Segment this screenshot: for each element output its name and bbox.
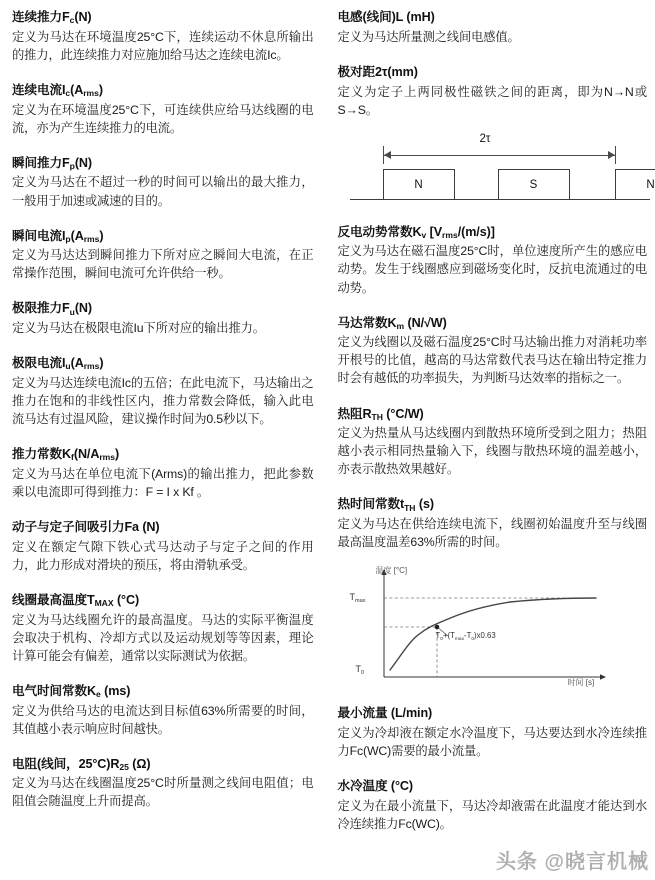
glossary-entry-electrical-time-constant xyxy=(12,684,314,738)
watermark: 头条 @晓言机械 xyxy=(495,851,649,873)
glossary-entry-inductance xyxy=(338,10,648,46)
term-definition: 定义在额定气隙下铁心式马达动子与定子之间的作用力，此力形成对滑块的预压，将由滑轨承受。 xyxy=(12,539,314,572)
thermal-time-constant-chart xyxy=(344,565,644,690)
glossary-entry-pole-pitch xyxy=(338,65,648,119)
pole-pitch-dimension-label: 2τ xyxy=(479,132,491,145)
chart-tick-label-t0: $T_0$ xyxy=(355,664,365,676)
term-heading: 动子与定子间吸引力Fa (N) xyxy=(12,520,160,535)
term-definition: 定义为马达在不超过一秒的时间可以输出的最大推力，一般用于加速或减速的目的。 xyxy=(12,175,314,208)
two-column-layout xyxy=(12,10,655,880)
glossary-entry-thermal-resistance xyxy=(338,407,648,479)
glossary-entry-motor-constant xyxy=(338,316,648,388)
term-heading: 极限电流$I_u(A_{rms})$ xyxy=(12,356,104,372)
term-definition: 定义为马达连续电流Ic的五倍；在此电流下，马达输出之推力在饱和的非线性区内，推力常数会降低，输入此电流马达有过温风险，建议操作时间为0.5秒以下。 xyxy=(12,375,314,427)
right-column xyxy=(330,10,655,880)
term-heading: 电感(线间)L (mH) xyxy=(337,10,435,24)
pole-pitch-diagram xyxy=(350,132,655,205)
glossary-entry-continuous-current xyxy=(12,83,314,137)
glossary-entry-water-cooling-temperature xyxy=(338,779,648,833)
term-heading: 瞬间电流$I_p(A_{rms})$ xyxy=(12,228,104,244)
term-definition: 定义为在环境温度25°C下，可连续供应给马达线圈的电流，亦为产生连续推力的电流。 xyxy=(12,102,314,135)
magnet-block: S xyxy=(498,169,570,199)
glossary-entry-peak-force xyxy=(12,156,314,210)
term-heading: 最小流量 (L/min) xyxy=(337,706,433,721)
glossary-entry-continuous-force xyxy=(12,10,314,64)
term-heading: 电气时间常数$K_e$ (ms) xyxy=(12,683,131,700)
term-definition: 定义为热量从马达线圈内到散热环境所受到之阻力；热阻越小表示相同热量输入下，线圈与散热环境的温差越小，亦表示散热效果越好。 xyxy=(337,426,647,477)
term-heading: 热阻$R_{TH}$ (°C/W) xyxy=(337,406,424,422)
term-definition: 定义为马达达到瞬间推力下所对应之瞬间大电流，在正常操作范围，瞬间电流可允许供给一秒。 xyxy=(12,248,314,281)
magnet-block: N xyxy=(615,169,655,199)
dimension-line xyxy=(383,155,615,156)
dimension-arrow-right-icon xyxy=(608,151,615,159)
term-heading: 热时间常数$t_{TH}$ (s) xyxy=(337,497,434,513)
chart-annotation: $T_0+(T_{max}-T_0)x0.63$ xyxy=(435,631,496,642)
glossary-entry-back-emf-constant xyxy=(338,225,648,297)
glossary-entry-ultimate-force xyxy=(12,301,314,337)
term-heading: 连续推力$F_c(N)$ xyxy=(12,10,92,26)
dimension-arrow-left-icon xyxy=(384,151,391,159)
term-heading: 推力常数$K_f(N/A_{rms})$ xyxy=(12,447,120,463)
term-heading: 连续电流$I_c(A_{rms})$ xyxy=(12,82,104,99)
term-definition: 定义为供给马达的电流达到目标值63%所需要的时间，其值越小表示响应时间越快。 xyxy=(12,703,314,736)
term-definition: 定义为冷却液在额定水冷温度下，马达要达到水冷连续推力Fc(WC)需要的最小流量。 xyxy=(337,726,647,759)
term-definition: 定义为马达在单位电流下(Arms)的输出推力，把此参数乘以电流即可得到推力：F = I x Kf 。 xyxy=(12,466,314,499)
term-definition: 定义为马达线圈允许的最高温度。马达的实际平衡温度会取决于机构、冷却方式以及运动规划等等因素，理论计算可能会有偏差，通常以实际测试为依据。 xyxy=(12,612,314,663)
chart-x-axis-label: 时间 [s] xyxy=(567,678,595,688)
term-heading: 马达常数$K_m$ (N/√W) xyxy=(337,315,447,331)
term-definition: 定义为在最小流量下，马达冷却液需在此温度才能达到水冷连续推力Fc(WC)。 xyxy=(337,798,647,831)
term-heading: 瞬间推力$F_p(N)$ xyxy=(12,155,92,171)
term-heading: 反电动势常数$K_v$ $[V_{rms}/(m/s)]$ xyxy=(337,224,495,240)
term-definition: 定义为线圈以及磁石温度25°C时马达输出推力对消耗功率开根号的比值，越高的马达常数代表马达在输出特定推力时会有越低的功率损失，为判断马达效率的指标之一。 xyxy=(337,335,647,386)
term-definition: 定义为马达在磁石温度25°C时，单位速度所产生的感应电动势。发生于线圈感应到磁场变化时，反抗电流通过的电动势。 xyxy=(337,244,647,295)
term-heading: 极限推力$F_u(N)$ xyxy=(12,301,92,317)
term-definition: 定义为马达所量测之线间电感值。 xyxy=(337,29,520,44)
left-column xyxy=(12,10,330,880)
stator-baseline xyxy=(350,199,650,200)
glossary-entry-attraction-force xyxy=(12,520,314,574)
glossary-entry-resistance xyxy=(12,757,314,811)
glossary-entry-peak-current xyxy=(12,229,314,283)
magnet-block: N xyxy=(383,169,455,199)
chart-y-axis-label: 温度 [°C] xyxy=(375,566,408,576)
glossary-entry-ultimate-current xyxy=(12,356,314,428)
term-heading: 极对距2τ(mm) xyxy=(337,64,418,79)
term-heading: 电阻(线间，$25^\circ C)R_{25}$ (Ω) xyxy=(12,756,151,772)
glossary-entry-thermal-time-constant xyxy=(338,497,648,551)
term-definition: 定义为马达在供给连续电流下，线圈初始温度升至与线圈最高温度温差63%所需的时间。 xyxy=(337,517,647,550)
term-definition: 定义为定子上两同极性磁铁之间的距离，即为N→N或S→S。 xyxy=(337,84,647,117)
chart-tick-label-tmax: $T_{max}$ xyxy=(349,592,366,604)
glossary-entry-minimum-flow-rate xyxy=(338,706,648,760)
term-definition: 定义为马达在极限电流Iu下所对应的输出推力。 xyxy=(12,321,265,336)
glossary-entry-force-constant xyxy=(12,447,314,501)
glossary-entry-max-coil-temperature xyxy=(12,593,314,665)
term-heading: 线圈最高温度$T_{MAX}$ (°C) xyxy=(12,592,140,609)
thermal-curve-svg xyxy=(344,565,644,690)
term-heading: 水冷温度 (°C) xyxy=(337,779,413,794)
term-definition: 定义为马达在环境温度25°C下，连续运动不休息所输出的推力，此连续推力对应施加给马达之连续电流Ic。 xyxy=(12,29,314,62)
term-definition: 定义为马达在线圈温度25°C时所量测之线间电阻值；电阻值会随温度上升而提高。 xyxy=(12,776,314,809)
dimension-tick-right xyxy=(615,146,616,164)
